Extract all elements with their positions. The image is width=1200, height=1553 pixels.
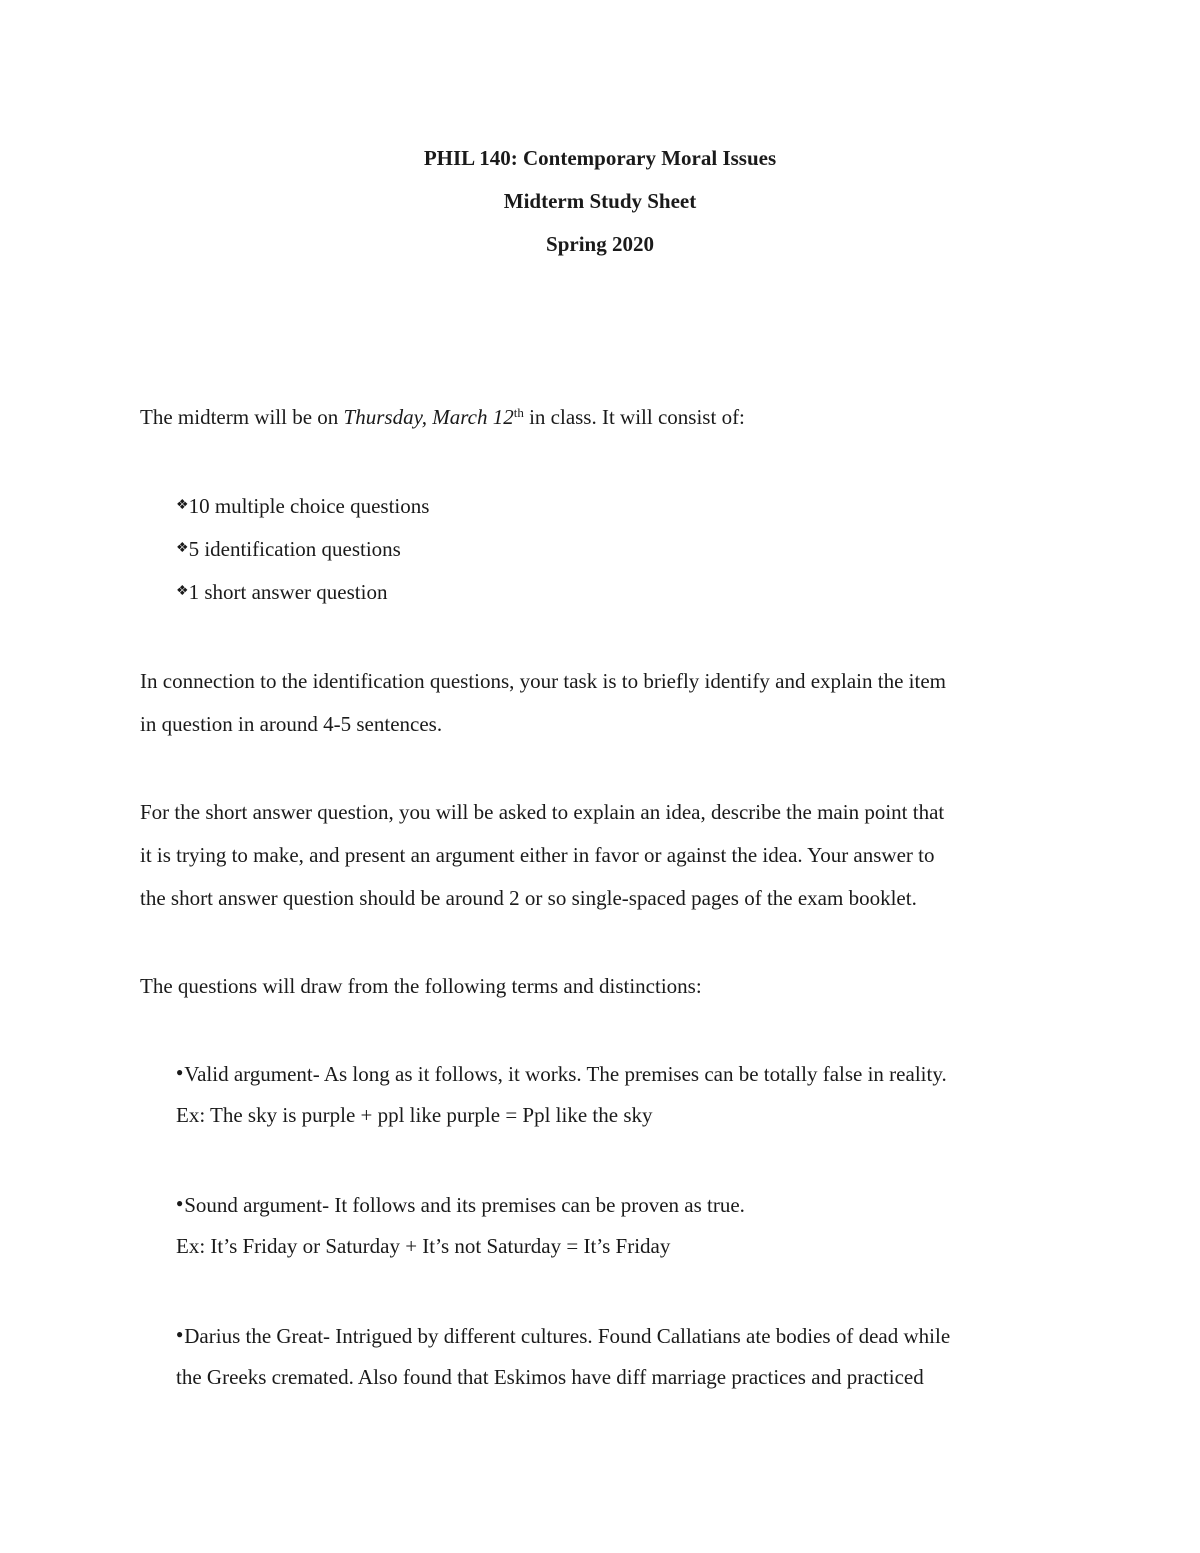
diamond-four-icon: ❖ (176, 498, 187, 513)
intro-suffix: in class. It will consist of: (523, 405, 745, 429)
document-header (0, 142, 1200, 271)
list-item: ❖1 short answer question (176, 570, 429, 613)
document-subtitle: Midterm Study Sheet (503, 189, 697, 213)
list-item: ❖10 multiple choice questions (176, 484, 429, 527)
term-definition-continued: the Greeks cremated. Also found that Eskimos have diff marriage practices and practiced (176, 1365, 924, 1389)
bullet-icon: ● (176, 1196, 184, 1210)
terms-intro: The questions will draw from the following terms and distinctions: (140, 974, 702, 998)
short-answer-paragraph: For the short answer question, you will be asked to explain an idea, describe the main point that it is trying to make, and present an argument either in favor or against the idea. Your answer to the short answer question should be around 2 or so single-spaced pages of the exam booklet. (140, 800, 945, 910)
term-item (176, 1051, 947, 1137)
term-definition: Valid argument- As long as it follows, it works. The premises can be totally false in reality. (184, 1062, 947, 1086)
term-item (176, 1313, 950, 1399)
intro-paragraph (140, 396, 1060, 439)
exam-date-suffix: th (513, 405, 524, 420)
diamond-four-icon: ❖ (176, 584, 187, 599)
bullet-icon: ● (176, 1065, 184, 1079)
term-example: Ex: It’s Friday or Saturday + It’s not Saturday = It’s Friday (176, 1234, 671, 1258)
term-example: Ex: The sky is purple + ppl like purple = Ppl like the sky (176, 1103, 653, 1127)
exam-composition-list (176, 484, 429, 613)
term-definition: Darius the Great- Intrigued by different cultures. Found Callatians ate bodies of dead while (184, 1324, 951, 1348)
term-item (176, 1182, 745, 1268)
course-title: PHIL 140: Contemporary Moral Issues (423, 146, 777, 170)
bullet-icon: ● (176, 1327, 184, 1341)
identification-paragraph: In connection to the identification questions, your task is to briefly identify and explain the item in question in around 4-5 sentences. (140, 669, 946, 736)
term-label: Spring 2020 (546, 232, 654, 256)
list-item: ❖5 identification questions (176, 527, 429, 570)
exam-date: Thursday, March 12 (343, 405, 514, 429)
term-definition: Sound argument- It follows and its premises can be proven as true. (184, 1193, 745, 1217)
intro-prefix: The midterm will be on (140, 405, 344, 429)
diamond-four-icon: ❖ (176, 541, 187, 556)
